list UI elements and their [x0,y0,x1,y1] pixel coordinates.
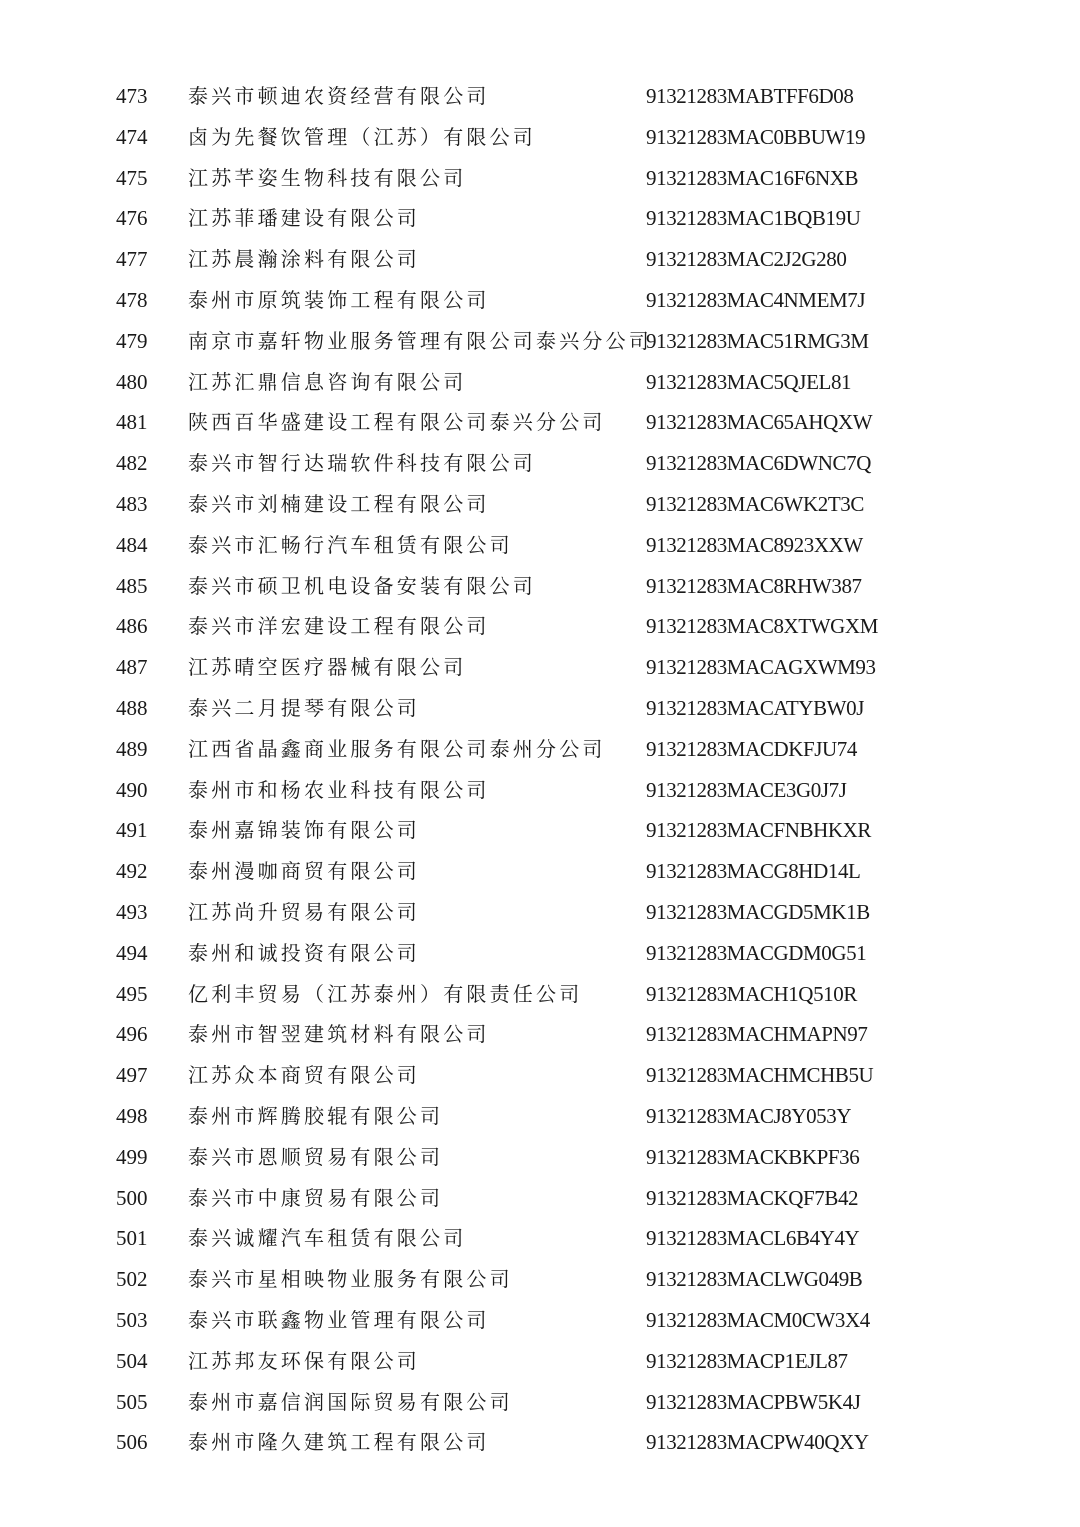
company-name: 泰兴市汇畅行汽车租赁有限公司 [188,532,513,557]
company-name: 泰州和诚投资有限公司 [188,940,420,965]
row-number: 488 [116,695,148,720]
list-row [0,1218,1080,1259]
list-row [0,892,1080,933]
credit-code: 91321283MACKBKPF36 [646,1144,860,1169]
credit-code: 91321283MAC2J2G280 [646,247,847,272]
list-row [0,280,1080,321]
credit-code: 91321283MAC6DWNC7Q [646,451,871,476]
list-row [0,566,1080,607]
credit-code: 91321283MACL6B4Y4Y [646,1226,860,1251]
credit-code: 91321283MAC6WK2T3C [646,491,864,516]
row-number: 474 [116,124,148,149]
company-name: 亿利丰贸易（江苏泰州）有限责任公司 [188,981,583,1006]
list-row [0,402,1080,443]
credit-code: 91321283MACHMAPN97 [646,1022,868,1047]
company-name: 泰兴市智行达瑞软件科技有限公司 [188,451,536,476]
credit-code: 91321283MACATYBW0J [646,695,864,720]
row-number: 476 [116,206,148,231]
company-name: 泰兴市硕卫机电设备安装有限公司 [188,573,536,598]
row-number: 502 [116,1267,148,1292]
row-number: 499 [116,1144,148,1169]
company-name: 泰兴市星相映物业服务有限公司 [188,1267,513,1292]
company-name: 泰兴市中康贸易有限公司 [188,1185,444,1210]
row-number: 486 [116,614,148,639]
row-number: 490 [116,777,148,802]
credit-code: 91321283MAC1BQB19U [646,206,861,231]
credit-code: 91321283MACFNBHKXR [646,818,871,843]
row-number: 496 [116,1022,148,1047]
company-name: 泰州嘉锦装饰有限公司 [188,818,420,843]
row-number: 477 [116,247,148,272]
company-name: 泰兴市联鑫物业管理有限公司 [188,1307,490,1332]
credit-code: 91321283MACM0CW3X4 [646,1307,870,1332]
list-row [0,688,1080,729]
row-number: 495 [116,981,148,1006]
list-row [0,117,1080,158]
list-row [0,1259,1080,1300]
row-number: 504 [116,1348,148,1373]
credit-code: 91321283MACAGXWM93 [646,655,876,680]
credit-code: 91321283MAC4NMEM7J [646,287,866,312]
credit-code: 91321283MACPBW5K4J [646,1389,861,1414]
list-row [0,362,1080,403]
list-row [0,321,1080,362]
list-row [0,158,1080,199]
row-number: 479 [116,328,148,353]
list-row [0,1382,1080,1423]
list-row [0,729,1080,770]
list-row [0,1055,1080,1096]
list-row [0,606,1080,647]
company-name: 陕西百华盛建设工程有限公司泰兴分公司 [188,410,606,435]
company-name: 泰州漫咖商贸有限公司 [188,859,420,884]
company-name: 卤为先餐饮管理（江苏）有限公司 [188,124,536,149]
list-row [0,525,1080,566]
row-number: 503 [116,1307,148,1332]
row-number: 478 [116,287,148,312]
credit-code: 91321283MACGDM0G51 [646,940,867,965]
company-name: 泰州市嘉信润国际贸易有限公司 [188,1389,513,1414]
company-name: 江苏晴空医疗器械有限公司 [188,655,467,680]
credit-code: 91321283MACGD5MK1B [646,899,870,924]
row-number: 482 [116,451,148,476]
company-name: 泰兴市洋宏建设工程有限公司 [188,614,490,639]
credit-code: 91321283MACE3G0J7J [646,777,847,802]
company-name: 江苏菲璠建设有限公司 [188,206,420,231]
company-name: 泰州市和杨农业科技有限公司 [188,777,490,802]
row-number: 498 [116,1103,148,1128]
list-row [0,770,1080,811]
company-name: 江苏尚升贸易有限公司 [188,899,420,924]
list-row [0,76,1080,117]
company-name: 江苏汇鼎信息咨询有限公司 [188,369,467,394]
credit-code: 91321283MAC5QJEL81 [646,369,852,394]
credit-code: 91321283MACKQF7B42 [646,1185,859,1210]
company-name: 泰州市智翌建筑材料有限公司 [188,1022,490,1047]
credit-code: 91321283MAC8XTWGXM [646,614,878,639]
row-number: 480 [116,369,148,394]
list-row [0,1014,1080,1055]
credit-code: 91321283MABTFF6D08 [646,84,854,108]
list-row [0,1422,1080,1463]
credit-code: 91321283MACH1Q510R [646,981,857,1006]
list-row [0,443,1080,484]
row-number: 473 [116,84,148,108]
credit-code: 91321283MACLWG049B [646,1267,863,1292]
list-row [0,1096,1080,1137]
company-name: 江苏众本商贸有限公司 [188,1063,420,1088]
credit-code: 91321283MACG8HD14L [646,859,861,884]
company-name: 南京市嘉轩物业服务管理有限公司泰兴分公司 [188,328,652,353]
row-number: 481 [116,410,148,435]
row-number: 475 [116,165,148,190]
company-name: 江西省晶鑫商业服务有限公司泰州分公司 [188,736,606,761]
row-number: 500 [116,1185,148,1210]
company-name: 泰兴诚耀汽车租赁有限公司 [188,1226,467,1251]
credit-code: 91321283MAC0BBUW19 [646,124,866,149]
row-number: 497 [116,1063,148,1088]
row-number: 485 [116,573,148,598]
row-number: 484 [116,532,148,557]
row-number: 493 [116,899,148,924]
credit-code: 91321283MAC65AHQXW [646,410,873,435]
list-row [0,1300,1080,1341]
credit-code: 91321283MACHMCHB5U [646,1063,874,1088]
row-number: 494 [116,940,148,965]
credit-code: 91321283MACDKFJU74 [646,736,857,761]
list-row [0,1341,1080,1382]
row-number: 506 [116,1430,148,1455]
list-row [0,198,1080,239]
company-name: 泰州市隆久建筑工程有限公司 [188,1430,490,1455]
company-name: 江苏芊姿生物科技有限公司 [188,165,467,190]
credit-code: 91321283MACPW40QXY [646,1430,869,1455]
row-number: 491 [116,818,148,843]
company-name: 江苏邦友环保有限公司 [188,1348,420,1373]
company-name: 泰兴市顿迪农资经营有限公司 [188,84,490,108]
credit-code: 91321283MAC8RHW387 [646,573,862,598]
list-row [0,647,1080,688]
company-name: 泰兴二月提琴有限公司 [188,695,420,720]
company-name: 泰兴市恩顺贸易有限公司 [188,1144,444,1169]
list-row [0,484,1080,525]
list-row [0,851,1080,892]
company-name: 泰兴市刘楠建设工程有限公司 [188,491,490,516]
company-name: 泰州市原筑装饰工程有限公司 [188,287,490,312]
credit-code: 91321283MAC8923XXW [646,532,863,557]
credit-code: 91321283MACJ8Y053Y [646,1103,852,1128]
list-row [0,239,1080,280]
company-name: 泰州市辉腾胶辊有限公司 [188,1103,444,1128]
row-number: 489 [116,736,148,761]
row-number: 483 [116,491,148,516]
row-number: 505 [116,1389,148,1414]
company-list [0,76,1080,1463]
credit-code: 91321283MAC51RMG3M [646,328,869,353]
row-number: 501 [116,1226,148,1251]
list-row [0,1178,1080,1219]
credit-code: 91321283MACP1EJL87 [646,1348,848,1373]
list-row [0,974,1080,1015]
row-number: 492 [116,859,148,884]
company-name: 江苏晨瀚涂料有限公司 [188,247,420,272]
list-row [0,810,1080,851]
row-number: 487 [116,655,148,680]
credit-code: 91321283MAC16F6NXB [646,165,859,190]
list-row [0,1137,1080,1178]
list-row [0,933,1080,974]
